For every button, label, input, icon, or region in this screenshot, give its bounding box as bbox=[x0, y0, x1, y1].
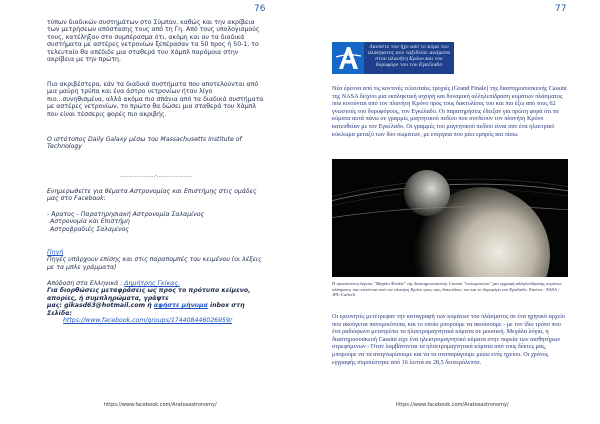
contact-suffix: inbox στη Σελίδα: bbox=[47, 302, 245, 317]
contact-email[interactable]: μας: gikasd63@hotmail.com ή bbox=[47, 302, 152, 310]
right-page bbox=[300, 0, 600, 424]
article-paragraph-1 bbox=[47, 19, 265, 63]
saturn-illustration bbox=[332, 159, 568, 277]
message-link[interactable]: αφήστε μήνυμα bbox=[153, 302, 208, 310]
intro-text: Νέα έρευνα από τις κοντινές τελευταίες τροχιές (Grand Finale) της διαστημοσυσκευής Cassini της NASA δείχνει μια εκπληκτική ισχυρή και δυναμική αλληλεπίδραση κυμάτων πλάσματος που κινούνται από τον πλανήτη Κρόνο προς τους δακτυλίους του και πιο έξω από τους 62 γνωστούς του δορυφόρους, τον Εγκέλαδο. Οι παρατηρήσεις έδειξαν για πρώτη φορά ότι τα κύματα αυτά πάνω σε γραμμές μαγνητικού πεδίου που συνδέουν τον πλανήτη Κρόνο κατευθείαν με τον Εγκέλαδο. Οι γραμμές του μαγνητικού πεδίου είναι σαν ένα ηλεκτρικό κύκλωμα μεταξύ των δύο σωμάτων, με ενέργεια που ρέει εμπρός και πίσω. bbox=[332, 85, 567, 138]
saturn-enceladus-image bbox=[332, 159, 568, 277]
source-link[interactable]: Πηγή bbox=[47, 249, 64, 256]
section-divider: …………………-………………… bbox=[120, 173, 192, 179]
group-item[interactable]: Αστρονομία και Επιστήμη bbox=[50, 218, 130, 226]
article-paragraph-2 bbox=[47, 81, 265, 118]
body-text: Οι ερευνητές μετέτρεψαν την καταγραφή των κυμάτων του πλάσματος σε ένα ηχητικό αρχείο που ακούγεται πανομοιότυπα, και το οποίο μπορούμε να ακούσουμε - με τον ίδιο τρόπο που ένα ραδιόφωνο μετατρέπει τα ηλεκτρομαγνητικά κύματα σε μουσική. Μεγάλα λόγια, η διαστημοσυσκευή Cassini είχε ένα ηλεκτρομαγνητικό κύματα στην πορεία των αισθητήρων στρεφόμενων - Όταν λαμβάνονται τα ηλεκτρομαγνητικά κύματα από τους δέκτες μας, μπορούμε να τα αναγνωρίσουμε και να τα αναπαράγουμε μέσω ενός ηχείου. Οι χρόνος εγγραφής συμπιέστηκε από 16 λεπτά σε 28,5 δευτερόλεπτα. bbox=[332, 313, 565, 366]
banner-text: Ακούστε τον ήχο από το κύμα του πλάσματος που ταξιδεύει ανάμεσα στον πλανήτη Κρόνο και τον δορυφόρο του τον Εγκέλαδο bbox=[367, 45, 451, 68]
source-block bbox=[47, 249, 265, 271]
logo-a-icon bbox=[332, 42, 364, 74]
image-caption: Η προεικόνιση λέγεται "Μεγάλο Φινάλε" της διαστημοσυσκευής Cassini "ενσωματώνει" μια εγγραφή αλληλεπίδρασης κυμάτων πλάσματος που κινούνται από τον πλανήτη Κρόνο προς τους δακτυλίους του και το δορυφόρο του Εγκέλαδο. Εικόνα : NASA / JPL-Caltech bbox=[332, 281, 563, 298]
group-item[interactable]: - Άρατος - Παρατηρησιακή Αστρονομία Σαλαμίνος bbox=[47, 211, 205, 218]
source-credit: Ο ιστότοπος Daily Galaxy μέσω του Massachusetts Institute of Technology bbox=[47, 136, 242, 151]
translation-block bbox=[47, 280, 265, 324]
footer-url[interactable]: https://www.facebook.com/Aratosastronomy/ bbox=[104, 402, 217, 408]
body-paragraph bbox=[332, 313, 568, 366]
groups-list bbox=[47, 211, 265, 233]
source-note: Πηγές υπάρχουν επίσης και στις παραπομπές του κειμένου (οι λέξεις με τα μπλε γράμματα) bbox=[47, 256, 262, 271]
translation-prefix: Απόδοση στα Ελληνικά : bbox=[47, 280, 123, 287]
facebook-group-link[interactable]: https://www.facebook.com/groups/174408446026959/ bbox=[63, 317, 233, 325]
paragraph-text: τύπων διαδικών συστημάτων στο Σύμπαν, καθώς και την ακρίβεια των μετρήσεων απόστασης τους από τη Γη. Από τους υπολογισμούς τους, κατέληξαν στο συμπέρασμα ότι, ακόμη και αν τα διαδικά συστήματα με αστέρες νετρονίων ξεπέρασαν τα 50 προς ή 50-1, το τελευταίο θα απέδιδε μια σταθερά του Χάμπλ παρόμοια στην ακρίβεια με την πρώτη. bbox=[47, 19, 260, 64]
translator-link[interactable]: Δημήτρης Γκίκας. bbox=[124, 280, 180, 287]
contact-text: Για διορθώσεις μεταφράσεις ως προς το πρότυπο κείμενο, απορίες, ή συμπληρώματα, γράψτε bbox=[47, 287, 251, 302]
footer-url[interactable]: https://www.facebook.com/Aratosastronomy/ bbox=[396, 402, 509, 408]
page-number-left: 76 bbox=[254, 4, 266, 14]
groups-intro: Ενημερωθείτε για θέματα Αστρονομίας και Επιστήμης στις ομάδες μας στο Facebook: bbox=[47, 188, 257, 203]
intro-paragraph bbox=[332, 85, 568, 138]
paragraph-text: Πιο ακριβέστερα, εάν τα διαδικά συστήματα που αποτελούνται από μια μαύρη τρύπα και ένα άστρο νετρονίων ήταν λίγο πιο...συνηθισμένα, αλλά ακόμα πιο σπάνια από τα διαδικά συστήματα με αστέρες νετρονίων, το πρώτο θα δώσει μια σταθερά του Χάμπλ που είναι τέσσερις φορές πιο ακριβής. bbox=[47, 81, 264, 118]
audio-banner[interactable] bbox=[332, 42, 454, 74]
page-number-right: 77 bbox=[555, 4, 567, 14]
group-item[interactable]: Αστροβραδιές Σαλαμίνος bbox=[50, 225, 130, 233]
publisher-logo bbox=[332, 42, 364, 74]
